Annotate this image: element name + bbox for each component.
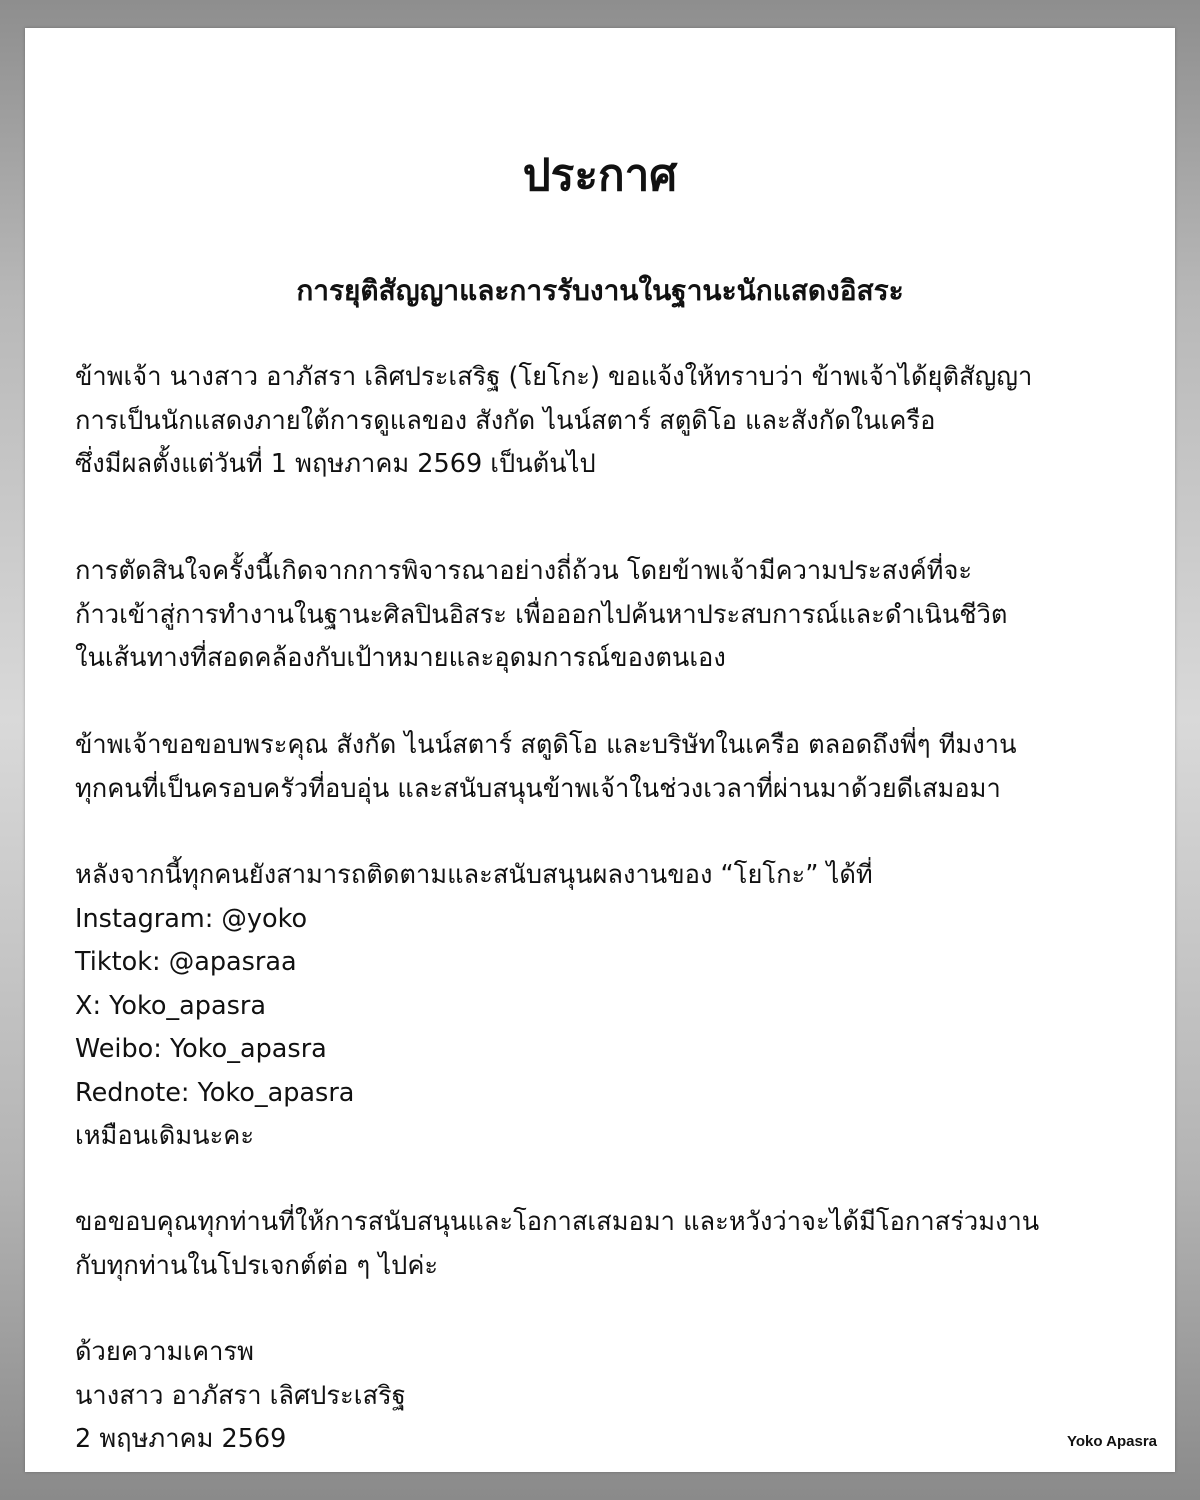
signature-date: 2 พฤษภาคม 2569	[75, 1424, 287, 1454]
social-x: X: Yoko_apasra	[75, 990, 267, 1021]
paragraph-social-channels	[75, 854, 1155, 1159]
signature-block	[75, 1331, 1155, 1462]
social-tiktok: Tiktok: @apasraa	[75, 947, 297, 977]
paragraph-decision	[75, 550, 1155, 681]
text-line: ก้าวเข้าสู่การทำงานในฐานะศิลปินอิสระ เพื่อออกไปค้นหาประสบการณ์และดำเนินชีวิต	[75, 599, 1008, 630]
text-line: การเป็นนักแสดงภายใต้การดูแลของ สังกัด ไนน์สตาร์ สตูดิโอ และสังกัดในเครือ	[75, 405, 936, 436]
announcement-subtitle: การยุติสัญญาและการรับงานในฐานะนักแสดงอิสระ	[296, 274, 904, 307]
paragraph-gratitude	[75, 1201, 1155, 1288]
text-line: ในเส้นทางที่สอดคล้องกับเป้าหมายและอุดมการณ์ของตนเอง	[75, 643, 726, 673]
text-line: การตัดสินใจครั้งนี้เกิดจากการพิจารณาอย่างถี่ถ้วน โดยข้าพเจ้ามีความประสงค์ที่จะ	[75, 556, 973, 586]
social-instagram: Instagram: @yoko	[75, 903, 308, 934]
social-weibo: Weibo: Yoko_apasra	[75, 1034, 327, 1064]
announcement-title: ประกาศ	[522, 150, 678, 201]
signature-closing: ด้วยความเคารพ	[75, 1337, 254, 1367]
paragraph-thanks	[75, 724, 1155, 811]
text-line: กับทุกท่านในโปรเจกต์ต่อ ๆ ไปค่ะ	[75, 1250, 439, 1281]
social-rednote: Rednote: Yoko_apasra	[75, 1077, 355, 1108]
text-line: ทุกคนที่เป็นครอบครัวที่อบอุ่น และสนับสนุนข้าพเจ้าในช่วงเวลาที่ผ่านมาด้วยดีเสมอมา	[75, 773, 1001, 804]
signature-name: นางสาว อาภัสรา เลิศประเสริฐ	[75, 1380, 406, 1411]
text-line: ข้าพเจ้า นางสาว อาภัสรา เลิศประเสริฐ (โยโกะ) ขอแจ้งให้ทราบว่า ข้าพเจ้าได้ยุติสัญญา	[75, 362, 1033, 392]
social-intro: หลังจากนี้ทุกคนยังสามารถติดตามและสนับสนุนผลงานของ “โยโกะ” ได้ที่	[75, 860, 873, 890]
paragraph-contract-termination	[75, 356, 1155, 487]
watermark-text: Yoko Apasra	[1066, 1433, 1157, 1450]
text-line: ซึ่งมีผลตั้งแต่วันที่ 1 พฤษภาคม 2569 เป็นต้นไป	[75, 449, 596, 479]
announcement-card	[25, 28, 1175, 1472]
social-outro: เหมือนเดิมนะคะ	[75, 1121, 255, 1151]
text-line: ขอขอบคุณทุกท่านที่ให้การสนับสนุนและโอกาสเสมอมา และหวังว่าจะได้มีโอกาสร่วมงาน	[75, 1207, 1040, 1237]
text-line: ข้าพเจ้าขอขอบพระคุณ สังกัด ไนน์สตาร์ สตูดิโอ และบริษัทในเครือ ตลอดถึงพี่ๆ ทีมงาน	[75, 730, 1017, 760]
